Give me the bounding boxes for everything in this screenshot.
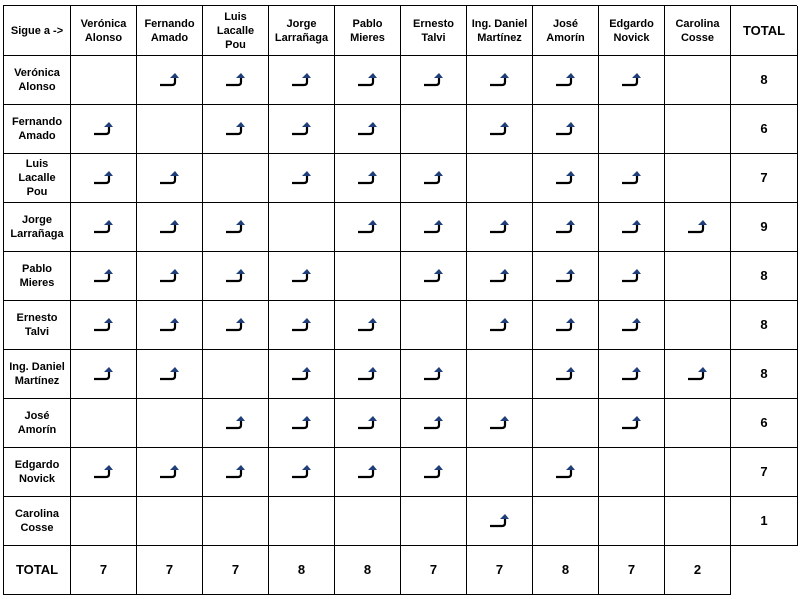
follow-cell-marked xyxy=(269,105,335,154)
row-header xyxy=(4,399,71,448)
follow-cell-marked xyxy=(137,252,203,301)
follow-cell-marked xyxy=(533,448,599,497)
follow-cell-empty xyxy=(467,448,533,497)
column-header xyxy=(467,6,533,56)
follow-cell-marked xyxy=(335,203,401,252)
follow-cell-marked xyxy=(335,350,401,399)
follow-cell-marked xyxy=(137,301,203,350)
column-header xyxy=(665,6,731,56)
follow-cell-empty xyxy=(665,56,731,105)
follow-arrow-icon xyxy=(620,415,644,431)
row-header xyxy=(4,154,71,203)
row-total xyxy=(731,56,798,105)
follow-cell-marked xyxy=(533,301,599,350)
follow-cell-marked xyxy=(137,350,203,399)
row-header xyxy=(4,448,71,497)
follow-arrow-icon xyxy=(92,170,116,186)
follow-arrow-icon xyxy=(92,268,116,284)
follow-cell-marked xyxy=(269,252,335,301)
column-header-label: Fernando Amado xyxy=(144,17,195,44)
follow-arrow-icon xyxy=(224,464,248,480)
follow-arrow-icon xyxy=(224,72,248,88)
follow-cell-empty xyxy=(599,448,665,497)
follow-cell-marked xyxy=(71,301,137,350)
follow-arrow-icon xyxy=(554,72,578,88)
follow-cell-empty xyxy=(533,497,599,546)
follow-arrow-icon xyxy=(92,366,116,382)
column-total-value: 8 xyxy=(561,562,570,577)
row-header-label: Ing. Daniel Martínez xyxy=(9,361,65,387)
column-total-value: 7 xyxy=(429,562,438,577)
follow-arrow-icon xyxy=(92,464,116,480)
follow-cell-empty xyxy=(599,105,665,154)
follow-arrow-icon xyxy=(158,170,182,186)
follow-cell-empty xyxy=(269,497,335,546)
follow-cell-empty xyxy=(71,399,137,448)
follow-arrow-icon xyxy=(290,268,314,284)
follow-arrow-icon xyxy=(356,415,380,431)
column-total xyxy=(269,546,335,595)
follow-arrow-icon xyxy=(554,121,578,137)
follow-arrow-icon xyxy=(356,170,380,186)
column-total-value: 8 xyxy=(297,562,306,577)
follow-arrow-icon xyxy=(224,415,248,431)
follow-arrow-icon xyxy=(158,268,182,284)
column-total xyxy=(203,546,269,595)
follow-cell-marked xyxy=(467,252,533,301)
follow-arrow-icon xyxy=(422,170,446,186)
row-header xyxy=(4,56,71,105)
total-column-header xyxy=(731,6,798,56)
follow-cell-marked xyxy=(71,203,137,252)
footer-label: TOTAL xyxy=(15,562,59,577)
row-header-label: Fernando Amado xyxy=(11,116,63,142)
column-header xyxy=(533,6,599,56)
follow-arrow-icon xyxy=(554,464,578,480)
follow-cell-marked xyxy=(335,105,401,154)
follow-cell-marked xyxy=(401,252,467,301)
follow-arrow-icon xyxy=(488,415,512,431)
row-total xyxy=(731,497,798,546)
follow-arrow-icon xyxy=(554,317,578,333)
follow-cell-marked xyxy=(203,448,269,497)
follow-arrow-icon xyxy=(620,72,644,88)
follow-arrow-icon xyxy=(158,219,182,235)
column-header xyxy=(269,6,335,56)
follow-cell-marked xyxy=(203,301,269,350)
follow-cell-empty xyxy=(467,350,533,399)
follow-arrow-icon xyxy=(620,317,644,333)
row-header-label: José Amorín xyxy=(17,410,57,436)
row-total-value: 6 xyxy=(760,415,768,430)
corner-label: Sigue a -> xyxy=(10,24,64,37)
column-total xyxy=(533,546,599,595)
follow-cell-empty xyxy=(137,497,203,546)
follow-arrow-icon xyxy=(488,219,512,235)
follow-cell-empty xyxy=(335,252,401,301)
follows-matrix-table xyxy=(3,5,797,595)
row-total-value: 7 xyxy=(760,170,768,185)
row-total-value: 6 xyxy=(760,121,768,136)
column-total xyxy=(71,546,137,595)
column-header-label: Edgardo Novick xyxy=(609,17,654,44)
follow-arrow-icon xyxy=(488,268,512,284)
follow-cell-empty xyxy=(665,448,731,497)
column-total-value: 7 xyxy=(231,562,240,577)
row-total xyxy=(731,105,798,154)
row-total-value: 8 xyxy=(760,72,768,87)
follow-cell-marked xyxy=(203,252,269,301)
follow-arrow-icon xyxy=(290,415,314,431)
follow-cell-marked xyxy=(203,105,269,154)
follow-cell-marked xyxy=(71,350,137,399)
follow-cell-marked xyxy=(467,399,533,448)
follow-cell-marked xyxy=(599,301,665,350)
row-total-value: 8 xyxy=(760,366,768,381)
follow-arrow-icon xyxy=(620,268,644,284)
follow-cell-marked xyxy=(203,399,269,448)
follow-cell-marked xyxy=(137,154,203,203)
follow-cell-marked xyxy=(467,301,533,350)
row-total-value: 9 xyxy=(760,219,768,234)
follow-cell-empty xyxy=(203,350,269,399)
follow-cell-marked xyxy=(269,154,335,203)
follow-cell-marked xyxy=(401,399,467,448)
row-header xyxy=(4,252,71,301)
follow-cell-marked xyxy=(269,301,335,350)
follow-cell-marked xyxy=(533,56,599,105)
column-total-value: 2 xyxy=(693,562,702,577)
follow-cell-marked xyxy=(599,203,665,252)
column-header-label: Carolina Cosse xyxy=(675,17,720,44)
row-total xyxy=(731,301,798,350)
follow-arrow-icon xyxy=(554,366,578,382)
column-total xyxy=(467,546,533,595)
column-total xyxy=(335,546,401,595)
follow-cell-empty xyxy=(401,105,467,154)
row-total xyxy=(731,448,798,497)
follow-cell-marked xyxy=(533,350,599,399)
row-header xyxy=(4,105,71,154)
follow-cell-marked xyxy=(203,56,269,105)
follow-arrow-icon xyxy=(554,170,578,186)
follow-cell-marked xyxy=(335,154,401,203)
row-header xyxy=(4,350,71,399)
follow-cell-marked xyxy=(335,448,401,497)
follow-cell-empty xyxy=(401,497,467,546)
follow-arrow-icon xyxy=(620,366,644,382)
follow-arrow-icon xyxy=(488,121,512,137)
row-total xyxy=(731,154,798,203)
follow-cell-marked xyxy=(467,497,533,546)
row-header-label: Edgardo Novick xyxy=(14,459,60,485)
follow-cell-empty xyxy=(665,497,731,546)
row-header-label: Luis Lacalle Pou xyxy=(18,158,56,198)
row-header xyxy=(4,203,71,252)
column-header-label: Ernesto Talvi xyxy=(413,17,454,44)
row-header-label: Carolina Cosse xyxy=(14,508,59,534)
follow-arrow-icon xyxy=(290,121,314,137)
follow-cell-marked xyxy=(269,448,335,497)
follow-cell-marked xyxy=(401,56,467,105)
corner-header xyxy=(4,6,71,56)
follow-arrow-icon xyxy=(290,317,314,333)
follow-arrow-icon xyxy=(224,268,248,284)
follow-cell-marked xyxy=(71,105,137,154)
follow-cell-marked xyxy=(599,56,665,105)
follow-cell-marked xyxy=(137,203,203,252)
column-header xyxy=(71,6,137,56)
follow-cell-marked xyxy=(401,350,467,399)
follow-cell-marked xyxy=(665,203,731,252)
follow-cell-marked xyxy=(467,56,533,105)
follow-cell-marked xyxy=(467,105,533,154)
follow-cell-marked xyxy=(71,252,137,301)
follow-arrow-icon xyxy=(92,121,116,137)
follow-arrow-icon xyxy=(158,72,182,88)
column-header-label: Jorge Larrañaga xyxy=(274,17,329,44)
follow-arrow-icon xyxy=(224,317,248,333)
follow-cell-marked xyxy=(137,56,203,105)
row-total xyxy=(731,252,798,301)
follow-cell-marked xyxy=(533,154,599,203)
follow-cell-marked xyxy=(335,301,401,350)
follow-arrow-icon xyxy=(356,366,380,382)
follow-arrow-icon xyxy=(422,268,446,284)
follow-arrow-icon xyxy=(686,219,710,235)
column-header xyxy=(203,6,269,56)
column-total-value: 7 xyxy=(627,562,636,577)
row-total xyxy=(731,203,798,252)
follow-cell-marked xyxy=(401,154,467,203)
follow-cell-empty xyxy=(599,497,665,546)
footer-blank xyxy=(731,546,798,595)
follow-cell-empty xyxy=(137,105,203,154)
column-header xyxy=(599,6,665,56)
follow-cell-empty xyxy=(401,301,467,350)
follow-arrow-icon xyxy=(554,219,578,235)
follow-arrow-icon xyxy=(158,464,182,480)
row-total-value: 8 xyxy=(760,268,768,283)
row-header xyxy=(4,301,71,350)
row-header-label: Jorge Larrañaga xyxy=(10,214,64,240)
follow-cell-marked xyxy=(269,56,335,105)
follow-cell-empty xyxy=(467,154,533,203)
column-total-value: 8 xyxy=(363,562,372,577)
row-header xyxy=(4,497,71,546)
follow-cell-marked xyxy=(467,203,533,252)
follow-cell-marked xyxy=(269,399,335,448)
follow-arrow-icon xyxy=(422,72,446,88)
follow-cell-empty xyxy=(269,203,335,252)
follow-arrow-icon xyxy=(422,219,446,235)
follow-arrow-icon xyxy=(356,317,380,333)
row-total-value: 7 xyxy=(760,464,768,479)
column-header-label: José Amorín xyxy=(546,17,585,44)
row-header-label: Verónica Alonso xyxy=(14,67,60,93)
follow-arrow-icon xyxy=(422,415,446,431)
follow-arrow-icon xyxy=(422,366,446,382)
column-total-value: 7 xyxy=(99,562,108,577)
follow-cell-marked xyxy=(335,56,401,105)
follow-cell-empty xyxy=(203,154,269,203)
follow-arrow-icon xyxy=(356,219,380,235)
column-header-label: Ing. Daniel Martínez xyxy=(471,17,528,44)
footer-total-label xyxy=(4,546,71,595)
follow-arrow-icon xyxy=(224,121,248,137)
row-total-value: 8 xyxy=(760,317,768,332)
follow-cell-marked xyxy=(401,448,467,497)
follow-cell-empty xyxy=(665,252,731,301)
follow-cell-marked xyxy=(665,350,731,399)
follow-arrow-icon xyxy=(224,219,248,235)
column-header-label: Luis Lacalle Pou xyxy=(216,10,255,51)
follow-cell-empty xyxy=(71,497,137,546)
row-header-label: Ernesto Talvi xyxy=(16,312,58,338)
follow-arrow-icon xyxy=(488,513,512,529)
follow-arrow-icon xyxy=(686,366,710,382)
column-total xyxy=(401,546,467,595)
follow-cell-marked xyxy=(599,252,665,301)
follow-cell-marked xyxy=(203,203,269,252)
follow-cell-empty xyxy=(665,105,731,154)
follow-arrow-icon xyxy=(356,464,380,480)
follow-cell-empty xyxy=(335,497,401,546)
follow-arrow-icon xyxy=(422,464,446,480)
follow-cell-empty xyxy=(203,497,269,546)
follow-arrow-icon xyxy=(158,317,182,333)
follow-cell-marked xyxy=(269,350,335,399)
follow-cell-empty xyxy=(137,399,203,448)
follow-cell-marked xyxy=(599,399,665,448)
column-header xyxy=(137,6,203,56)
follow-cell-empty xyxy=(71,56,137,105)
column-total-value: 7 xyxy=(165,562,174,577)
column-header-label: Verónica Alonso xyxy=(80,17,127,44)
follow-arrow-icon xyxy=(290,366,314,382)
follow-arrow-icon xyxy=(620,219,644,235)
column-total-value: 7 xyxy=(495,562,504,577)
follow-cell-marked xyxy=(137,448,203,497)
follow-arrow-icon xyxy=(92,317,116,333)
follow-arrow-icon xyxy=(488,317,512,333)
follow-cell-marked xyxy=(599,350,665,399)
follow-cell-marked xyxy=(71,448,137,497)
follow-arrow-icon xyxy=(554,268,578,284)
follow-cell-marked xyxy=(533,252,599,301)
follow-arrow-icon xyxy=(290,464,314,480)
follow-cell-empty xyxy=(533,399,599,448)
follow-arrow-icon xyxy=(158,366,182,382)
column-header xyxy=(335,6,401,56)
column-total xyxy=(137,546,203,595)
row-total-value: 1 xyxy=(760,513,768,528)
column-total xyxy=(599,546,665,595)
column-total xyxy=(665,546,731,595)
follow-arrow-icon xyxy=(92,219,116,235)
follow-arrow-icon xyxy=(488,72,512,88)
follow-cell-empty xyxy=(665,301,731,350)
follow-arrow-icon xyxy=(290,170,314,186)
follow-cell-marked xyxy=(71,154,137,203)
follow-arrow-icon xyxy=(356,72,380,88)
follow-arrow-icon xyxy=(290,72,314,88)
row-total xyxy=(731,350,798,399)
follow-cell-marked xyxy=(533,105,599,154)
column-header-label: Pablo Mieres xyxy=(350,17,385,44)
follow-cell-marked xyxy=(599,154,665,203)
follow-cell-marked xyxy=(335,399,401,448)
column-header xyxy=(401,6,467,56)
follow-arrow-icon xyxy=(620,170,644,186)
follow-cell-empty xyxy=(665,399,731,448)
follow-cell-marked xyxy=(533,203,599,252)
total-header-label: TOTAL xyxy=(742,22,786,38)
row-header-label: Pablo Mieres xyxy=(19,263,55,289)
follow-arrow-icon xyxy=(356,121,380,137)
row-total xyxy=(731,399,798,448)
follow-cell-empty xyxy=(665,154,731,203)
follow-cell-marked xyxy=(401,203,467,252)
